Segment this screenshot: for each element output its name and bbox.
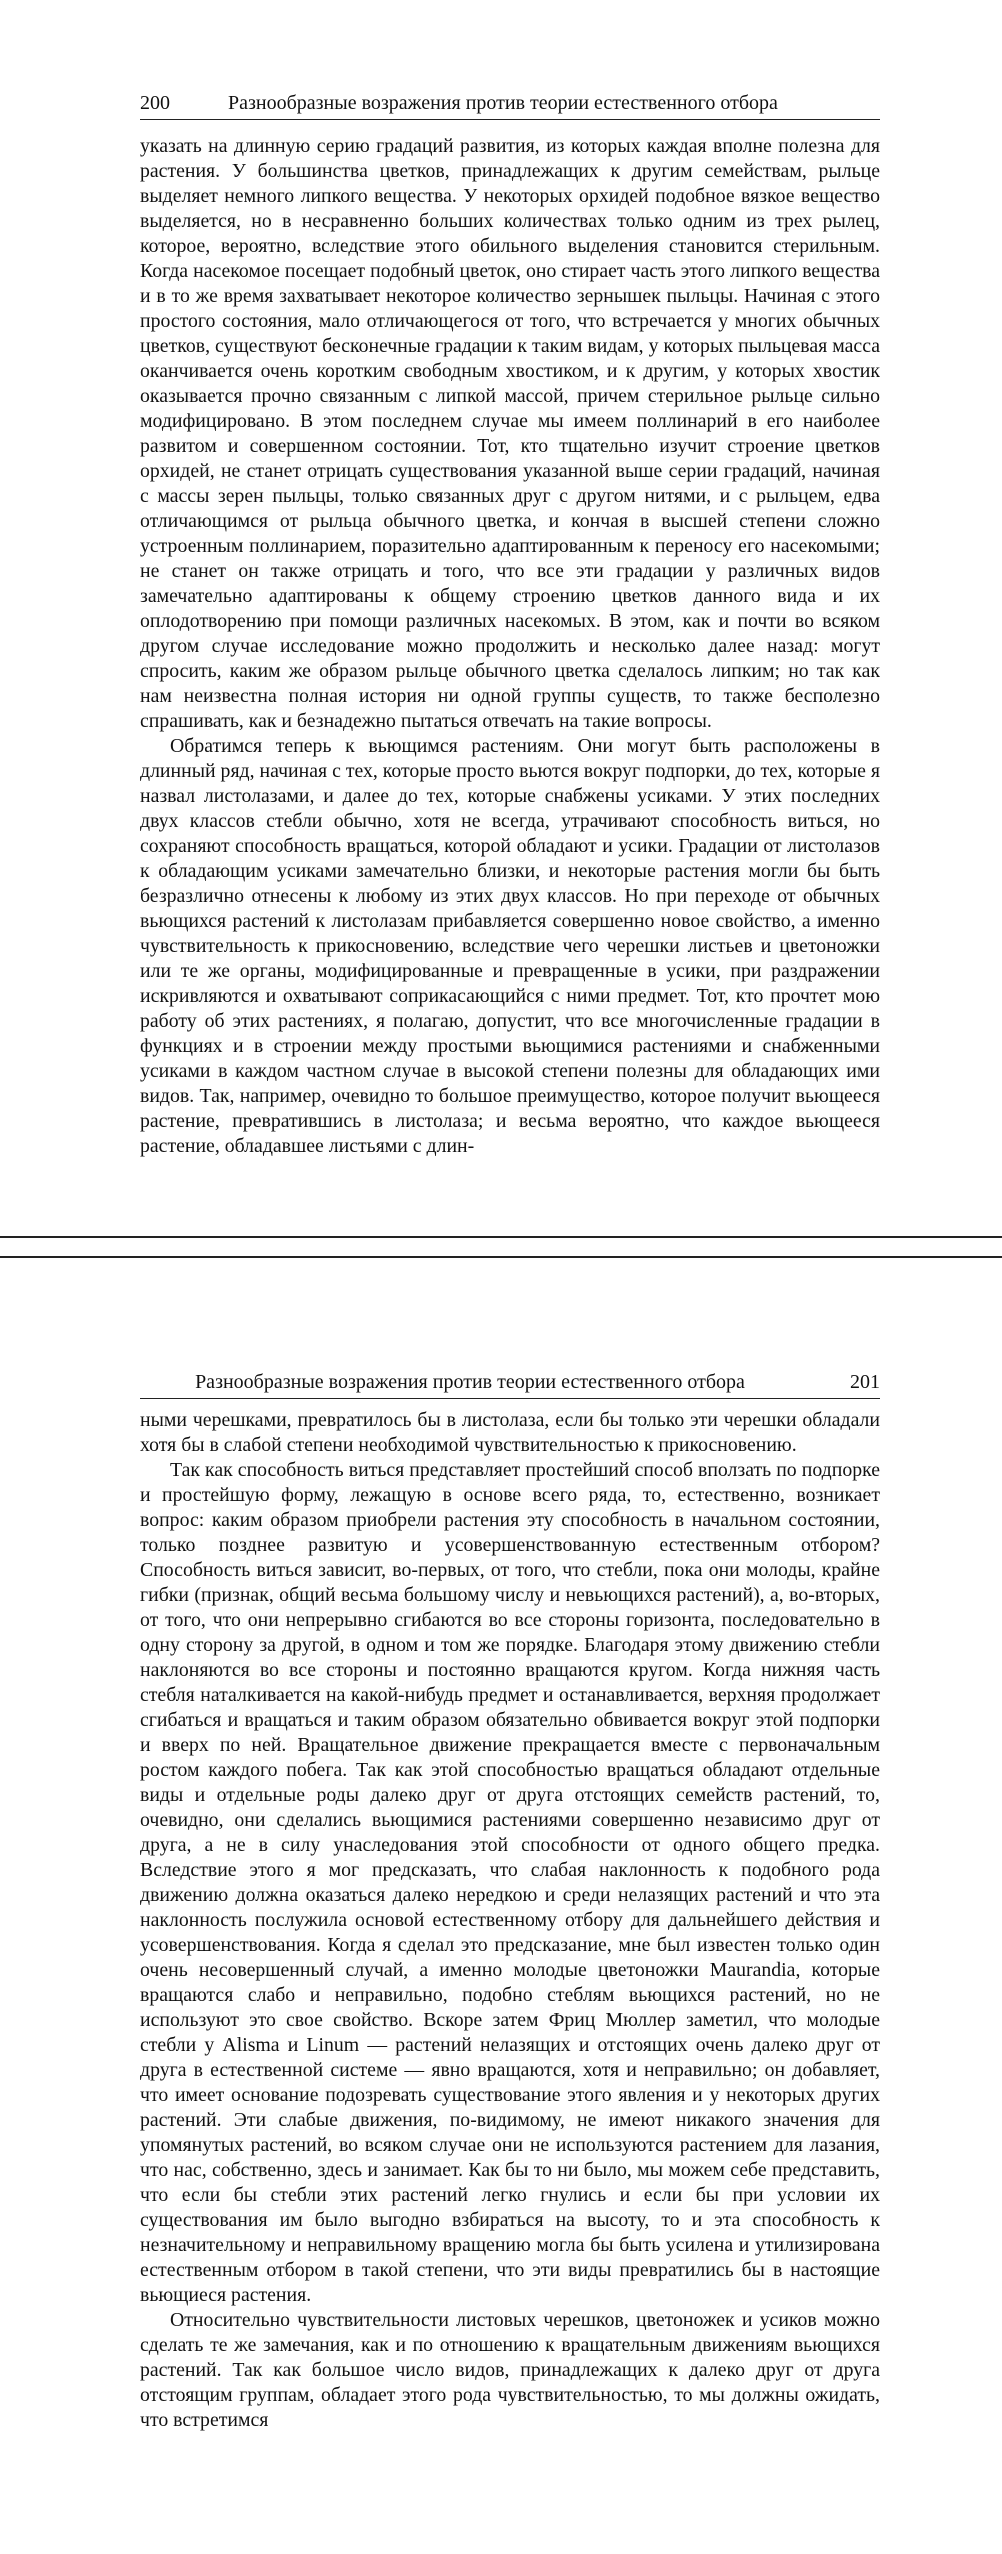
- page-separator: [0, 1236, 1002, 1258]
- page-201: [0, 1262, 1002, 2554]
- paragraph: Так как способность виться представляет простейший способ вползать по подпорке и простейшую форму, лежащую в основе всего ряда, то, естественно, возникает вопрос: каким образом приобрели растения эту способность в начальном состоянии, только позднее развитую и усовершенствованную естественным отбором? Способность виться зависит, во-первых, от того, что стебли, пока они молоды, крайне гибки (признак, общий весьма большому числу и невьющихся растений), а, во-вторых, от того, что они непрерывно сгибаются во все стороны горизонта, последовательно в одну сторону за другой, в одном и том же порядке. Благодаря этому движению стебли наклоняются во все стороны и постоянно вращаются кругом. Когда нижняя часть стебля наталкивается на какой-нибудь предмет и останавливается, верхняя продолжает сгибаться и вращаться и таким образом обязательно обвивается вокруг этой подпорки и вверх по ней. Вращательное движение прекращается вместе с первоначальным ростом каждого побега. Так как этой способностью вращаться обладают отдельные виды и отдельные роды далеко друг от друга отстоящих семейств растений, то, очевидно, они сделались вьющимися растениями совершенно независимо друг от друга, а не в силу унаследования этой способности от одного общего предка. Вследствие этого я мог предсказать, что слабая наклонность к подобного рода движению должна оказаться далеко нередкою и среди нелазящих растений и что эта наклонность послужила основой естественному отбору для дальнейшего действия и усовершенствования. Когда я сделал это предсказание, мне был известен только один очень несовершенный случай, а именно молодые цветоножки Maurandia, которые вращаются слабо и неправильно, подобно стеблям вьющихся растений, но не используют это свое свойство. Вскоре затем Фриц Мюллер заметил, что молодые стебли у Alisma и Linum — растений нелазящих и отстоящих очень далеко друг от друга в естественной системе — явно вращаются, хотя и неправильно; он добавляет, что имеет основание подозревать существование этого явления и у некоторых других растений. Эти слабые движения, по-видимому, не имеют никакого значения для упомянутых растений, во всяком случае они не используются растением для лазания, что нас, собственно, здесь и занимает. Как бы то ни было, мы можем себе представить, что если бы стебли этих растений легко гнулись и если бы при условии их существования им было выгодно взбираться на высоту, то и эта способность к незначительному и неправильному вращению могла бы быть усилена и утилизирована естественным отбором в такой степени, что эти виды превратились бы в настоящие вьющиеся растения.: [140, 1459, 880, 2306]
- page-number: 201: [850, 1371, 880, 1393]
- page-200: [0, 0, 1002, 1230]
- paragraph: указать на длинную серию градаций развития, из которых каждая вполне полезна для растения. У большинства цветков, принадлежащих к другим семействам, рыльце выделяет немного липкого вещества. У некоторых орхидей подобное вязкое вещество выделяется, но в несравненно больших количествах только одним из трех рылец, которое, вероятно, вследствие этого обильного выделения становится стерильным. Когда насекомое посещает подобный цветок, оно стирает часть этого липкого вещества и в то же время захватывает некоторое количество зернышек пыльцы. Начиная с этого простого состояния, мало отличающегося от того, что встречается у многих обычных цветков, существуют бесконечные градации к таким видам, у которых пыльцевая масса оканчивается очень коротким свободным хвостиком, и к другим, у которых хвостик оказывается прочно связанным с липкой массой, причем стерильное рыльце сильно модифицировано. В этом последнем случае мы имеем поллинарий в его наиболее развитом и совершенном состоянии. Тот, кто тщательно изучит строение цветков орхидей, не станет отрицать существования указанной выше серии градаций, начиная с массы зерен пыльцы, только связанных друг с другом нитями, и с рыльцем, едва отличающимся от рыльца обычного цветка, и кончая в высшей степени сложно устроенным поллинарием, поразительно адаптированным к переносу его насекомыми; не станет он также отрицать и того, что все эти градации у различных видов замечательно адаптированы к общему строению цветков данного вида и их оплодотворению при помощи различных насекомых. В этом, как и почти во всяком другом случае исследование можно продолжить и несколько далее назад: могут спросить, каким же образом рыльце обычного цветка сделалось липким; но так как нам неизвестна полная история ни одной группы существ, то также бесполезно спрашивать, как и безнадежно пытаться отвечать на такие вопросы.: [140, 135, 880, 732]
- running-head: [140, 1367, 880, 1399]
- page-number: 200: [140, 92, 170, 114]
- paragraph: ными черешками, превратилось бы в листолаза, если бы только эти черешки обладали хотя бы в слабой степени необходимой чувствительностью к прикосновению.: [140, 1409, 880, 1456]
- paragraph: Относительно чувствительности листовых черешков, цветоножек и усиков можно сделать те же замечания, как и по отношению к вращательным движениям вьющихся растений. Так как большое число видов, принадлежащих к далеко друг от друга отстоящим группам, обладает этого рода чувствительностью, то мы должны ожидать, что встретимся: [140, 2309, 880, 2431]
- body-text: [140, 1408, 880, 2433]
- paragraph: Обратимся теперь к вьющимся растениям. Они могут быть расположены в длинный ряд, начиная с тех, которые просто вьются вокруг подпорки, до тех, которые я назвал листолазами, и далее до тех, которые снабжены усиками. У этих последних двух классов стебли обычно, хотя не всегда, утрачивают способность виться, но сохраняют способность вращаться, которой обладают и усики. Градации от листолазов к обладающим усиками замечательно близки, и некоторые растения могли бы быть безразлично отнесены к любому из этих двух классов. Но при переходе от обычных вьющихся растений к листолазам прибавляется совершенно новое свойство, а именно чувствительность к прикосновению, вследствие чего черешки листьев и цветоножки или те же органы, модифицированные и превращенные в усики, при раздражении искривляются и охватывают соприкасающийся с ними предмет. Тот, кто прочтет мою работу об этих растениях, я полагаю, допустит, что все многочисленные градации в функциях и в строении между простыми вьющимися растениями и снабженными усиками в каждом частном случае в высокой степени полезны для обладающих ими видов. Так, например, очевидно то большое преимущество, которое получит вьющееся растение, превратившись в листолаза; и весьма вероятно, что каждое вьющееся растение, обладавшее листьями с длин-: [140, 735, 880, 1157]
- running-head-title: Разнообразные возражения против теории естественного отбора: [228, 92, 778, 114]
- running-head: [140, 88, 880, 120]
- running-head-title: Разнообразные возражения против теории естественного отбора: [195, 1371, 745, 1393]
- body-text: [140, 134, 880, 1159]
